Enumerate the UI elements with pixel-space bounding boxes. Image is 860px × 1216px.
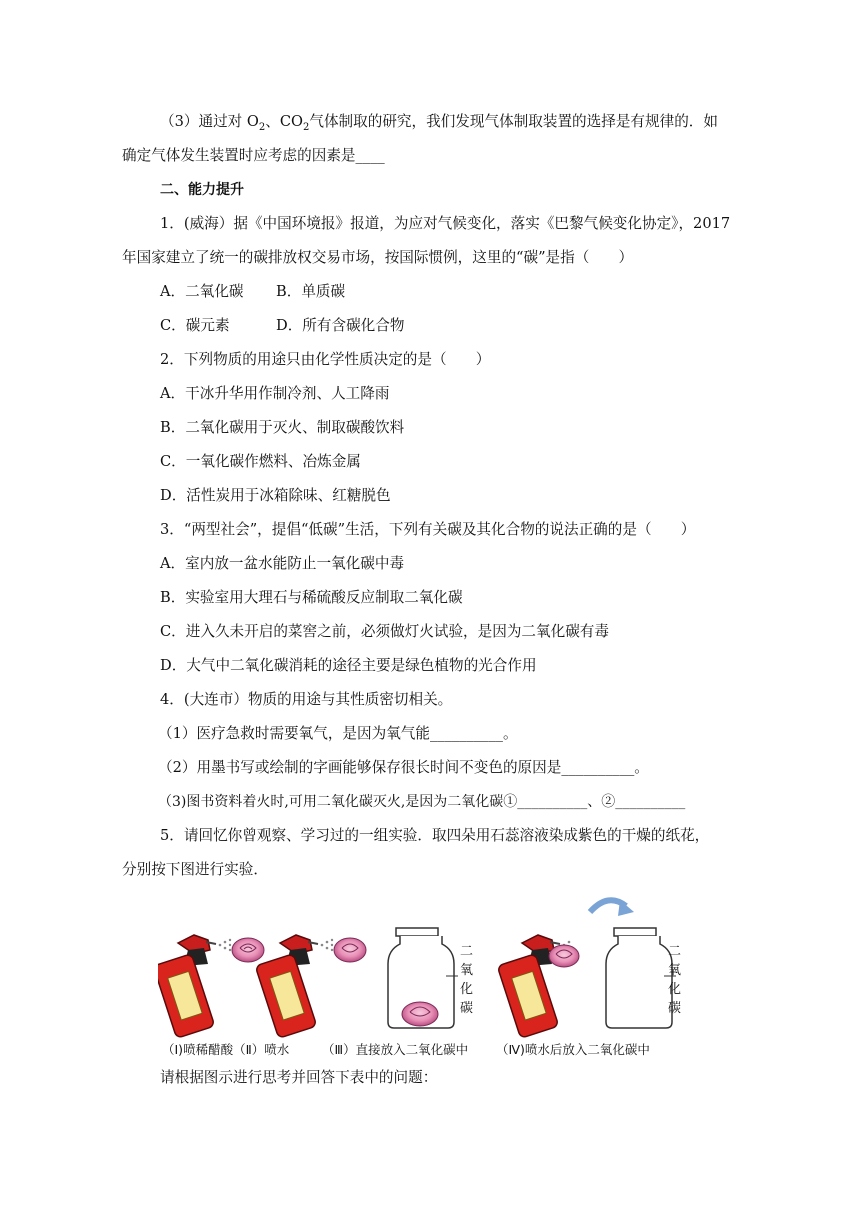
- gas-jar-icon: [388, 928, 458, 1028]
- q3-option-b: B．实验室用大理石与稀硫酸反应制取二氧化碳: [160, 589, 463, 606]
- spray-bottle-icon: [158, 935, 216, 1038]
- q3-part3-line1: [160, 112, 718, 132]
- experiment-illustration: [158, 888, 698, 1038]
- jar-label-char: 碳: [668, 1001, 682, 1016]
- q4-part1: （1）医疗急救时需要氧气，是因为氧气能__________。: [158, 725, 518, 742]
- q3-option-d: D．大气中二氧化碳消耗的途径主要是绿色植物的光合作用: [160, 657, 537, 674]
- spray-bottle-icon: [497, 935, 579, 1038]
- curved-arrow-icon: [590, 900, 634, 916]
- jar3-label: [460, 942, 474, 1018]
- q1-stem-line1: 1．(威海）据《中国环境报》报道，为应对气候变化，落实《巴黎气候变化协定》，2017: [160, 215, 731, 232]
- q1-option-a: A．二氧化碳: [160, 283, 244, 300]
- figure-caption-1: （Ⅰ)喷稀醋酸（Ⅱ）喷水: [162, 1042, 290, 1057]
- figure-caption-3: （Ⅳ)喷水后放入二氧化碳中: [496, 1042, 650, 1057]
- jar-label-char: 二: [460, 944, 474, 959]
- jar-label-char: 氧: [668, 963, 682, 978]
- q1-option-b: B．单质碳: [276, 283, 346, 300]
- q1-option-d: D．所有含碳化合物: [276, 317, 405, 334]
- q1-stem-line2: 年国家建立了统一的碳排放权交易市场，按国际惯例，这里的“碳”是指（ ）: [122, 249, 634, 266]
- q4-stem: 4．(大连市）物质的用途与其性质密切相关。: [160, 691, 453, 708]
- subscript: 2: [258, 121, 266, 133]
- q2-option-a: A．干冰升华用作制冷剂、人工降雨: [160, 385, 390, 402]
- jar-label-char: 氧: [460, 963, 474, 978]
- jar-label-char: 化: [668, 982, 682, 997]
- q2-option-b: B．二氧化碳用于灭火、制取碳酸饮料: [160, 419, 405, 436]
- jar-label-char: 二: [668, 944, 682, 959]
- gas-jar-icon: [606, 928, 676, 1028]
- flower-icon: [232, 938, 264, 962]
- q5-stem-line2: 分别按下图进行实验．: [122, 861, 268, 878]
- q1-options-cd: [160, 316, 405, 336]
- text-segment: （3）通过对 O: [160, 113, 259, 130]
- q2-stem: 2．下列物质的用途只由化学性质决定的是（ ）: [160, 351, 491, 368]
- q2-option-c: C．一氧化碳作燃料、冶炼金属: [160, 453, 361, 470]
- q4-part2: （2）用墨书写或绘制的字画能够保存很长时间不变色的原因是__________。: [158, 759, 649, 776]
- q3-option-c: C．进入久未开启的菜窖之前，必须做灯火试验，是因为二氧化碳有毒: [160, 623, 609, 640]
- spray-bottle-icon: [255, 935, 366, 1038]
- q3-stem: 3．“两型社会”，提倡“低碳”生活，下列有关碳及其化合物的说法正确的是（ ）: [160, 521, 696, 538]
- q4-part3: （3)图书资料着火时,可用二氧化碳灭火,是因为二氧化碳①__________、②__________: [158, 794, 686, 810]
- figure-caption-2: （Ⅲ）直接放入二氧化碳中: [322, 1042, 469, 1057]
- jar4-label: [668, 942, 682, 1018]
- q3-part3-line2: 确定气体发生装置时应考虑的因素是____: [122, 147, 385, 164]
- q5-stem-line1: 5．请回忆你曾观察、学习过的一组实验．取四朵用石蕊溶液染成紫色的干燥的纸花，: [160, 827, 710, 844]
- section-heading: 二、能力提升: [160, 182, 244, 198]
- q5-instruction: 请根据图示进行思考并回答下表中的问题：: [160, 1069, 438, 1086]
- q2-option-d: D．活性炭用于冰箱除味、红糖脱色: [160, 487, 391, 504]
- q1-options-ab: [160, 282, 346, 302]
- text-segment: 、CO: [265, 113, 303, 130]
- subscript: 2: [302, 121, 310, 133]
- jar-label-char: 碳: [460, 1001, 474, 1016]
- q1-option-c: C．碳元素: [160, 317, 230, 334]
- spray-mist-icon: [219, 939, 232, 951]
- text-segment: 气体制取的研究，我们发现气体制取装置的选择是有规律的．如: [309, 113, 718, 130]
- jar-label-char: 化: [460, 982, 474, 997]
- q3-option-a: A．室内放一盆水能防止一氧化碳中毒: [160, 555, 405, 572]
